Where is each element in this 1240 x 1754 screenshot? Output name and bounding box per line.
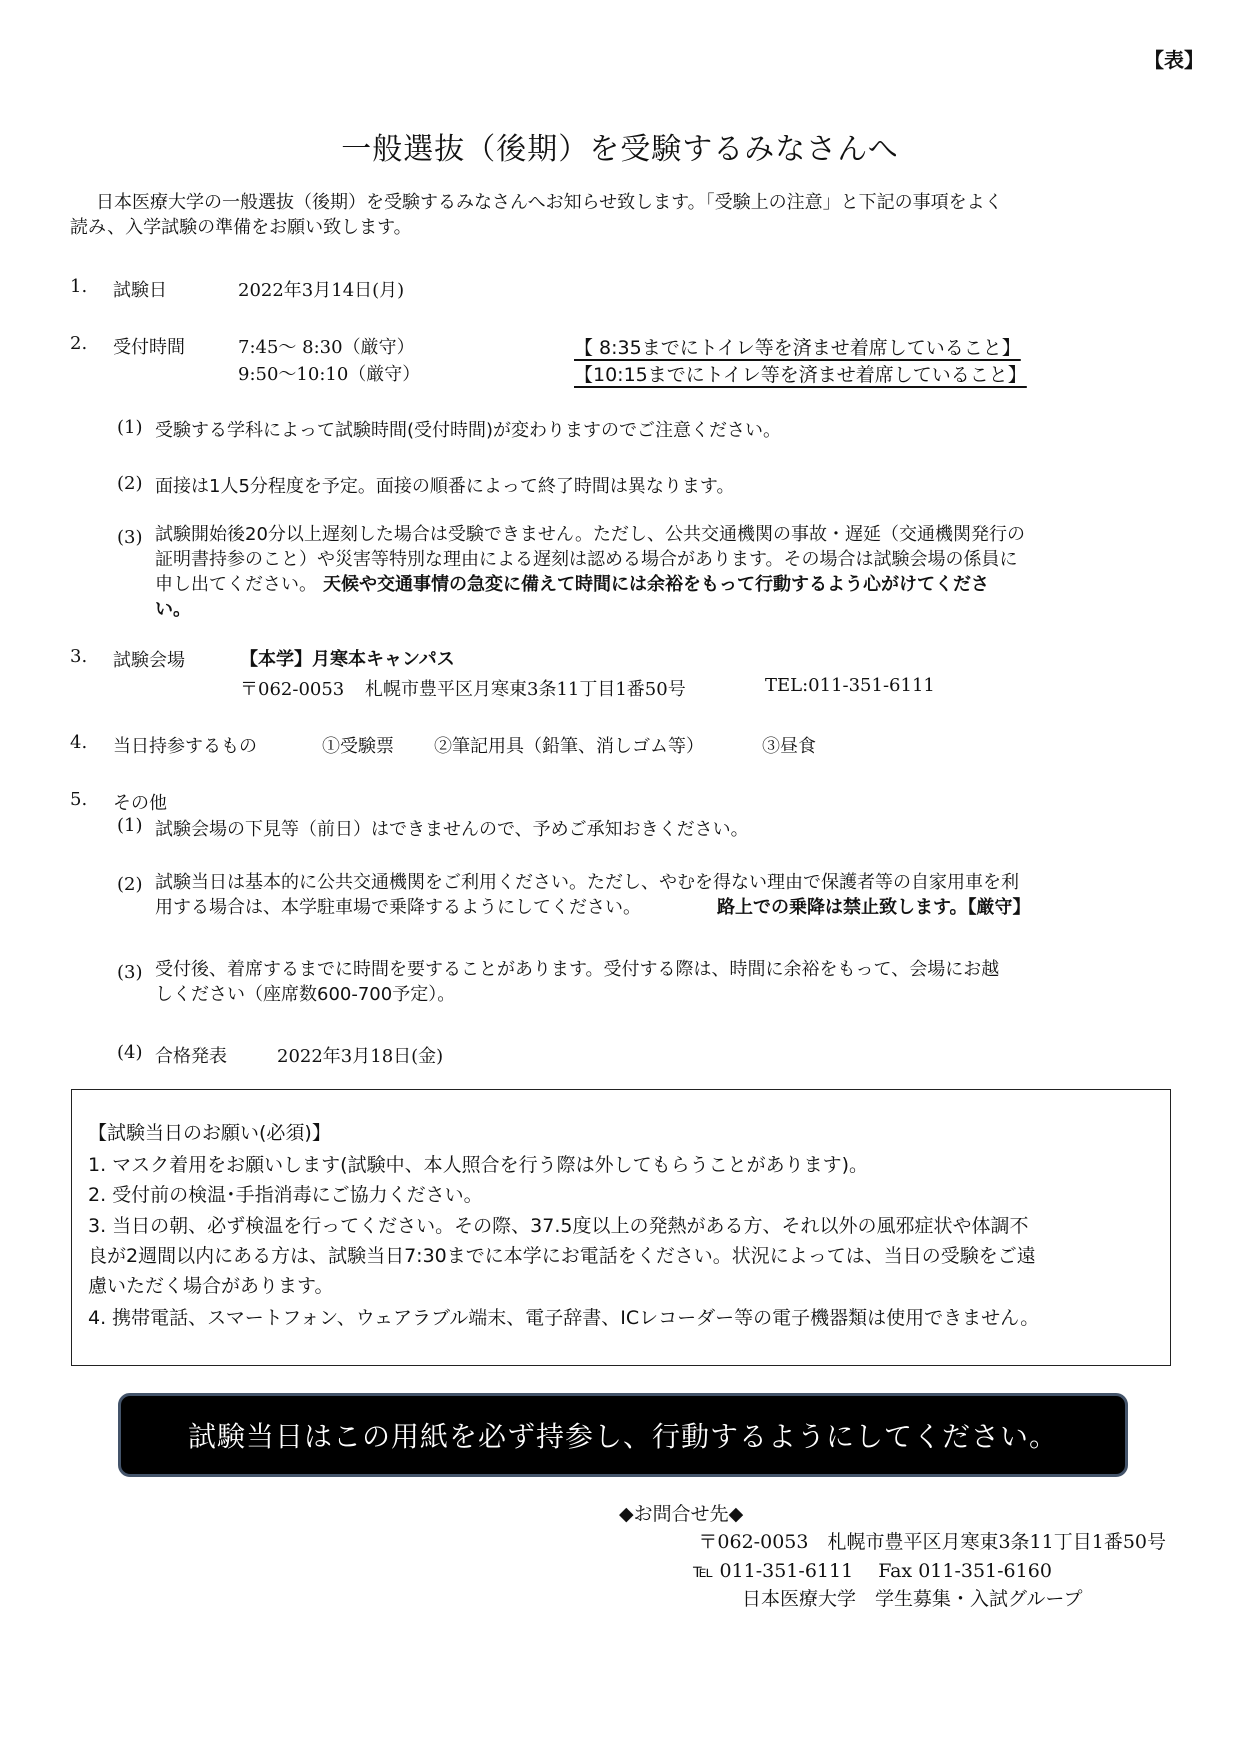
reception-sub-3-line: 試験開始後20分以上遅刻した場合は受験できません。ただし、公共交通機関の事故・遅延（交通機関発行の	[155, 524, 1025, 545]
contact-address: 〒062-0053 札幌市豊平区月寒東3条11丁目1番50号	[698, 1531, 1166, 1553]
item-number: 3.	[70, 646, 88, 667]
bring-item-3: ③昼食	[762, 736, 816, 757]
contact-heading: ◆お問合せ先◆	[619, 1503, 744, 1525]
result-date: 2022年3月18日(金)	[277, 1046, 444, 1067]
notice-line: 慮いただく場合があります。	[88, 1275, 334, 1297]
item-number: 1.	[70, 276, 88, 297]
notice-line: 2. 受付前の検温･手指消毒にご協力ください。	[88, 1184, 483, 1206]
item-number: 5.	[70, 789, 88, 810]
notice-line: 良が2週間以内にある方は、試験当日7:30までに本学にお電話をください。状況によっては、当日の受験をご遠	[88, 1245, 1036, 1267]
reception-sub-1-line: 受験する学科によって試験時間(受付時間)が変わりますのでご注意ください。	[155, 420, 782, 441]
result-label: 合格発表	[155, 1046, 227, 1067]
notice-line: 1. マスク着用をお願いします(試験中、本人照合を行う際は外してもらうことがあります)。	[88, 1154, 868, 1176]
sub-item-number: (4)	[117, 1042, 143, 1063]
reception-note-2: 【10:15までにトイレ等を済ませ着席していること】	[574, 364, 1027, 386]
notice-heading: 【試験当日のお願い(必須)】	[88, 1122, 331, 1144]
notice-line: 3. 当日の朝、必ず検温を行ってください。その際、37.5度以上の発熱がある方、それ以外の風邪症状や体調不	[88, 1215, 1029, 1237]
notice-line: 4. 携帯電話、スマートフォン、ウェアラブル端末、電子辞書、ICレコーダー等の電子機器類は使用できません。	[88, 1307, 1040, 1329]
bring-item-1: ①受験票	[322, 736, 394, 757]
sub-item-number: (2)	[117, 874, 143, 895]
item-number: 2.	[70, 333, 88, 354]
contact-phone: ℡ 011-351-6111 Fax 011-351-6160	[693, 1560, 1052, 1582]
reminder-banner: 試験当日はこの用紙を必ず持参し、行動するようにしてください。	[118, 1393, 1128, 1477]
item-number: 4.	[70, 732, 88, 753]
venue-postal: 〒062-0053	[240, 679, 345, 700]
reception-time-2: 9:50～10:10（厳守）	[238, 364, 421, 385]
notice-box	[71, 1089, 1171, 1366]
reception-label: 受付時間	[113, 337, 185, 358]
sub-item-number: (1)	[117, 815, 143, 836]
other-sub-3-line: 受付後、着席するまでに時間を要することがあります。受付する際は、時間に余裕をもって、会場にお越	[155, 959, 1000, 980]
page-marker: 【表】	[1144, 48, 1204, 72]
other-sub-3-line: しください（座席数600-700予定）。	[155, 984, 456, 1005]
sub-item-number: (2)	[117, 473, 143, 494]
other-sub-2-line: 試験当日は基本的に公共交通機関をご利用ください。ただし、やむを得ない理由で保護者等の自家用車を利	[155, 872, 1019, 893]
other-label: その他	[113, 793, 167, 814]
venue-label: 試験会場	[113, 650, 185, 671]
venue-tel: TEL:011-351-6111	[765, 675, 935, 696]
exam-date-value: 2022年3月14日(月)	[238, 280, 405, 301]
reception-note-1: 【 8:35までにトイレ等を済ませ着席していること】	[574, 337, 1021, 359]
bring-item-2: ②筆記用具（鉛筆、消しゴム等）	[434, 736, 704, 757]
other-sub-2-emphasis: 路上での乗降は禁止致します。【厳守】	[717, 897, 1031, 918]
exam-date-label: 試験日	[113, 280, 167, 301]
venue-name: 【本学】月寒本キャンパス	[240, 649, 455, 670]
bring-label: 当日持参するもの	[113, 736, 257, 757]
intro-line-1: 日本医療大学の一般選抜（後期）を受験するみなさんへお知らせ致します。「受験上の注意」と下記の事項をよく	[96, 192, 1003, 213]
reception-sub-3-emphasis: い。	[155, 599, 191, 620]
sub-item-number: (3)	[117, 527, 143, 548]
sub-item-number: (1)	[117, 417, 143, 438]
reception-sub-3-line: 証明書持参のこと）や災害等特別な理由による遅刻は認める場合があります。その場合は試験会場の係員に	[155, 549, 1018, 570]
reception-sub-3-emphasis: 天候や交通事情の急変に備えて時間には余裕をもって行動するよう心がけてくださ	[323, 574, 989, 595]
intro-line-2: 読み、入学試験の準備をお願い致します。	[70, 217, 412, 238]
other-sub-1-line: 試験会場の下見等（前日）はできませんので、予めご承知おきください。	[155, 819, 749, 840]
reception-sub-2-line: 面接は1人5分程度を予定。面接の順番によって終了時間は異なります。	[155, 476, 735, 497]
reception-sub-3-line: 申し出てください。	[155, 574, 317, 595]
venue-address: 札幌市豊平区月寒東3条11丁目1番50号	[365, 679, 686, 700]
reception-time-1: 7:45～ 8:30（厳守）	[238, 337, 415, 358]
contact-org: 日本医療大学 学生募集・入試グループ	[742, 1588, 1083, 1610]
page-title: 一般選抜（後期）を受験するみなさんへ	[341, 132, 899, 167]
other-sub-2-line: 用する場合は、本学駐車場で乗降するようにしてください。	[155, 897, 641, 918]
sub-item-number: (3)	[117, 962, 143, 983]
